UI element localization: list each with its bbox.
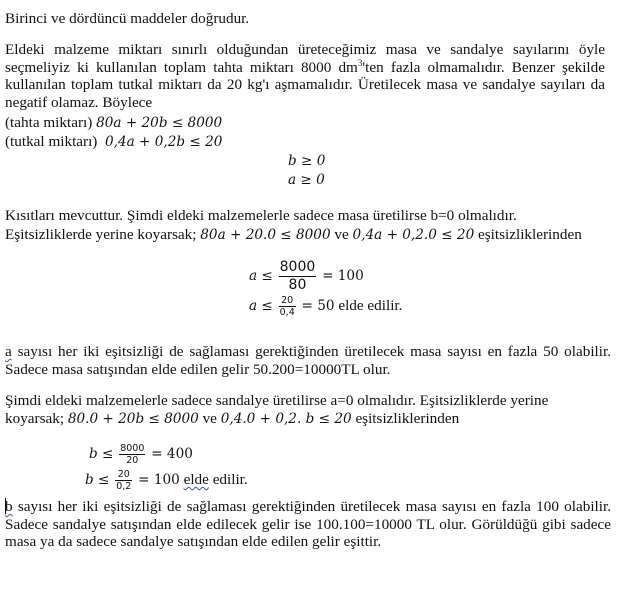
- chair-conclusion-paragraph: [5, 498, 611, 551]
- chair-glue-expression: 0,4.0 + 0,2. b ≤ 20: [220, 411, 352, 427]
- denominator: 0,2: [116, 481, 132, 493]
- numerator: 20: [115, 469, 132, 481]
- mask-case-line1: [5, 207, 611, 225]
- statement-paragraph: [5, 10, 611, 28]
- chair-wood-expression: 80.0 + 20b ≤ 8000: [67, 411, 199, 427]
- mask-glue-expression: 0,4a + 0,2.0 ≤ 20: [352, 227, 475, 243]
- superscript-3: 3: [357, 57, 363, 68]
- numerator: 20: [279, 295, 296, 307]
- intro-paragraph: [5, 41, 605, 111]
- numerator: 8000: [279, 259, 316, 276]
- a-leq: a ≤: [249, 298, 273, 314]
- glue-label: (tutkal miktarı): [5, 133, 98, 150]
- fraction-20-0-4: [279, 295, 296, 318]
- elde-edilir-text: elde edilir.: [338, 297, 403, 314]
- mask-wood-expression: 80a + 20.0 ≤ 8000: [200, 227, 331, 243]
- a-bound-wood: [249, 256, 364, 296]
- a-leq: a ≤: [249, 268, 273, 284]
- a-nonnegative: a ≥ 0: [288, 172, 325, 188]
- conjunction-ve: ve: [334, 226, 349, 243]
- denominator: 20: [126, 455, 139, 467]
- b-bound-glue: [85, 466, 248, 494]
- spellcheck-variable-a: a: [5, 343, 12, 360]
- result-100: = 100: [138, 472, 180, 488]
- intro-text-a: Eldeki malzeme miktarı sınırlı olduğundan üreteceğimiz masa ve sandalye sayılarını öyle seçmeliyiz ki kullanılan toplam tahta miktarı 8000 dm: [5, 41, 605, 76]
- edilir-text: edilir.: [212, 471, 248, 488]
- wood-expression: 80a + 20b ≤ 8000: [96, 115, 223, 131]
- fraction-8000-80: [279, 259, 317, 294]
- glue-expression: 0,4a + 0,2b ≤ 20: [104, 134, 223, 150]
- substitute-text: Eşitsizliklerde yerine koyarsak;: [5, 226, 197, 243]
- mask-conclusion-paragraph: [5, 343, 611, 378]
- b-bound-wood: [89, 440, 193, 468]
- chair-case-line1: [5, 392, 611, 410]
- wood-label: (tahta miktarı): [5, 114, 93, 131]
- fraction-8000-20: [119, 443, 145, 466]
- conjunction-ve: ve: [202, 410, 217, 427]
- a-bound-glue: [249, 292, 402, 320]
- spellcheck-variable-b: b: [5, 498, 13, 515]
- statement-text: Birinci ve dördüncü maddeler doğrudur.: [5, 10, 250, 27]
- mask-case-text: Kısıtları mevcuttur. Şimdi eldeki malzemelerle sadece masa üretilirse b=0 olmalıdır.: [5, 207, 517, 224]
- inequalities-text: eşitsizliklerinden: [355, 410, 460, 427]
- intro-text-b: 'ten fazla olmamalıdır. Benzer şekilde kullanılan toplam tutkal miktarı da 20 kg'ı aşmamalıdır. Üretilecek masa ve sandalye sayıları da negatif olamaz. Böylece: [5, 58, 605, 111]
- fraction-20-0-2: [115, 469, 132, 492]
- b-nonnegative: b ≥ 0: [288, 153, 326, 169]
- mask-conclusion-text: sayısı her iki eşitsizliği de sağlaması gerektiğinden üretilecek masa sayısı en fazla 50 olabilir. Sadece masa satışından elde edilen gelir 50.200=10000TL olur.: [5, 343, 611, 378]
- b-leq: b ≤: [85, 472, 110, 488]
- numerator: 8000: [120, 443, 145, 455]
- denominator: 0,4: [279, 307, 295, 319]
- spellcheck-word-elde: elde: [183, 471, 209, 488]
- chair-conclusion-text: sayısı her iki eşitsizliği de sağlaması gerektiğinden üretilecek masa sayısı en fazla 100 olabilir. Sadece sandalye satışından elde edilecek gelir ise 100.100=10000 TL olur. Görüldüğü gibi sadece masa ya da sadece sandalye satışından elde edilen gelir eşittir.: [5, 498, 611, 551]
- result-100: = 100: [322, 268, 364, 284]
- denominator: 80: [288, 277, 307, 294]
- result-50: = 50: [301, 298, 335, 314]
- inequalities-text: eşitsizliklerinden: [478, 226, 582, 243]
- chair-case-line2: [5, 410, 459, 428]
- wood-constraint: [5, 114, 222, 132]
- substitute-text: koyarsak;: [5, 410, 65, 427]
- glue-constraint: [5, 133, 222, 151]
- result-400: = 400: [151, 446, 193, 462]
- b-leq: b ≤: [89, 446, 114, 462]
- mask-case-line2: [5, 226, 582, 244]
- chair-case-text: Şimdi eldeki malzemelerle sadece sandalye üretilirse a=0 olmalıdır. Eşitsizliklerde yerine: [5, 392, 549, 409]
